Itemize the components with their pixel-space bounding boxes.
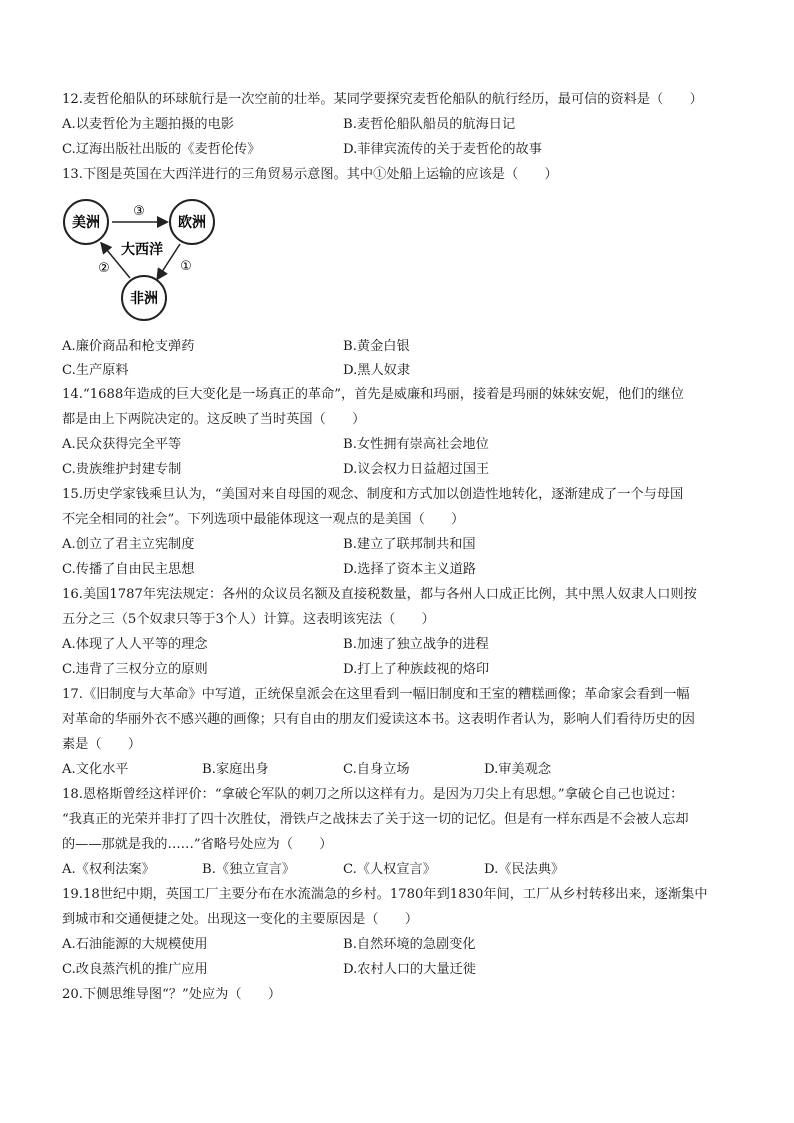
ocean-label: 大西洋 [121,242,163,258]
q17-option-c: C.自身立场 [343,762,410,777]
q13-option-a: A.廉价商品和枪支弹药 [62,339,195,354]
q14-option-a: A.民众获得完全平等 [62,437,182,452]
q16-option-a: A.体现了人人平等的理念 [62,637,208,652]
q16-option-d: D.打上了种族歧视的烙印 [343,662,490,677]
q14-option-c: C.贵族维护封建专制 [62,462,182,477]
q15-stem-line1: 15.历史学家钱乘旦认为，“美国对来自母国的观念、制度和方式加以创造性地转化，逐渐建成了一个与母国 [62,487,684,502]
q13-option-d: D.黑人奴隶 [343,363,411,378]
q12-stem: 12.麦哲伦船队的环球航行是一次空前的壮举。某同学要探究麦哲伦船队的航行经历，最可信的资料是（ ） [62,92,703,107]
q19-stem-line2: 到城市和交通便捷之处。出现这一变化的主要原因是（ ） [62,912,419,927]
q15-option-a: A.创立了君主立宪制度 [62,537,195,552]
q16-option-b: B.加速了独立战争的进程 [343,637,489,652]
q18-option-b: B.《独立宣言》 [202,862,296,877]
q19-option-a: A.石油能源的大规模使用 [62,937,208,952]
q15-option-b: B.建立了联邦制共和国 [343,537,476,552]
triangle-trade-svg [62,198,222,324]
q14-stem-line2: 都是由上下两院决定的。这反映了当时英国（ ） [62,412,366,427]
q16-stem-line1: 16.美国1787年宪法规定：各州的众议员名额及直接税数量，都与各州人口成正比例，其中黑人奴隶人口则按 [62,587,697,602]
q17-stem-line3: 素是（ ） [62,737,142,752]
q13-stem: 13.下图是英国在大西洋进行的三角贸易示意图。其中①处船上运输的应该是（ ） [62,167,558,182]
q13-option-c: C.生产原料 [62,363,129,378]
q15-option-d: D.选择了资本主义道路 [343,562,476,577]
q12-option-a: A.以麦哲伦为主题拍摄的电影 [62,117,234,132]
europe-label: 欧洲 [178,215,206,231]
q18-option-c: C.《人权宣言》 [343,862,436,877]
q14-option-b: B.女性拥有崇高社会地位 [343,437,489,452]
q17-stem-line2: 对革命的华丽外衣不感兴趣的画像；只有自由的朋友们爱读这本书。这表明作者认为，影响人们看待历史的因 [62,712,695,727]
q18-option-d: D.《民法典》 [484,862,565,877]
q17-stem-line1: 17.《旧制度与大革命》中写道，正统保皇派会在这里看到一幅旧制度和王室的糟糕画像；革命家会看到一幅 [62,687,690,702]
q13-option-b: B.黄金白银 [343,339,410,354]
americas-label: 美洲 [72,215,100,231]
q19-stem-line1: 19.18世纪中期，英国工厂主要分布在水流湍急的乡村。1780年到1830年间，工厂从乡村转移出来，逐渐集中 [62,887,708,902]
q17-option-b: B.家庭出身 [202,762,269,777]
q17-option-d: D.审美观念 [484,762,552,777]
q14-option-d: D.议会权力日益超过国王 [343,462,490,477]
q12-option-b: B.麦哲伦船队船员的航海日记 [343,117,516,132]
q15-option-c: C.传播了自由民主思想 [62,562,195,577]
mark-2: ② [98,261,110,276]
triangle-trade-diagram [62,198,222,324]
q15-stem-line2: 不完全相同的社会”。下列选项中最能体现这一观点的是美国（ ） [62,512,465,527]
q16-stem-line2: 五分之三（5个奴隶只等于3个人）计算。这表明该宪法（ ） [62,612,435,627]
q18-stem-line1: 18.恩格斯曾经这样评价：“拿破仑军队的刺刀之所以这样有力。是因为刀尖上有思想。”拿破仑自己也说过： [62,787,684,802]
q20-stem: 20.下侧思维导图“？”处应为（ ） [62,987,282,1002]
q16-option-c: C.违背了三权分立的原则 [62,662,208,677]
q14-stem-line1: 14.“1688年造成的巨大变化是一场真正的革命”，首先是威廉和玛丽，接着是玛丽的妹妹安妮，他们的继位 [62,387,684,402]
africa-label: 非洲 [130,291,158,307]
mark-1: ① [180,259,192,274]
q19-option-c: C.改良蒸汽机的推广应用 [62,962,208,977]
q18-stem-line3: 的——那就是我的……”省略号处应为（ ） [62,837,333,852]
q19-option-d: D.农村人口的大量迁徙 [343,962,476,977]
mark-3: ③ [133,204,145,219]
q19-option-b: B.自然环境的急剧变化 [343,937,476,952]
q12-option-d: D.菲律宾流传的关于麦哲伦的故事 [343,142,542,157]
q18-option-a: A.《权利法案》 [62,862,155,877]
q17-option-a: A.文化水平 [62,762,129,777]
q12-option-c: C.辽海出版社出版的《麦哲伦传》 [62,142,261,157]
q18-stem-line2: “我真正的光荣并非打了四十次胜仗，滑铁卢之战抹去了关于这一切的记忆。但是有一样东西是不会被人忘却 [62,812,689,827]
